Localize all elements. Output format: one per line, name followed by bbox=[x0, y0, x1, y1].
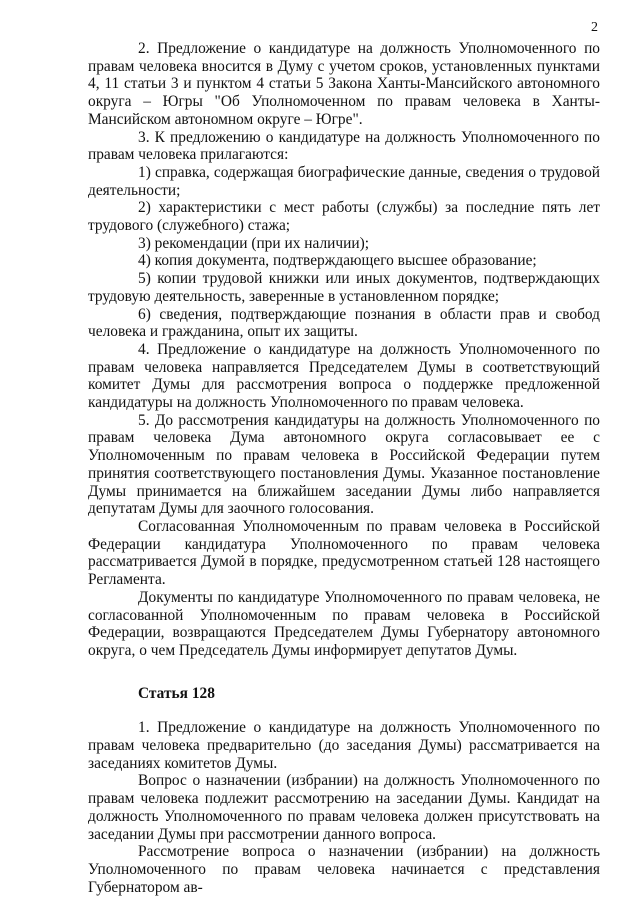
paragraph: 4. Предложение о кандидатуре на должность Уполномоченного по правам человека направляется Председателем Думы в соответствующий комитет Думы для рассмотрения вопроса о поддержке предложенной кандидатуры на должность Уполномоченного по правам человека. bbox=[88, 340, 600, 412]
paragraph: Согласованная Уполномоченным по правам человека в Российской Федерации кандидатура Уполномоченного по правам человека рассматривается Думой в порядке, предусмотренном статьей 128 настоящего Регламента. bbox=[88, 517, 600, 589]
paragraph: 2. Предложение о кандидатуре на должность Уполномоченного по правам человека вносится в Думу с учетом сроков, установленных пунктами 4, 11 статьи 3 и пунктом 4 статьи 5 Закона Ханты-Мансийского автономного округа – Югры "Об Уполномоченном по правам человека в Ханты-Мансийском автономном округе – Югре". bbox=[88, 40, 600, 128]
paragraph: Рассмотрение вопроса о назначении (избрании) на должность Уполномоченного по правам человека начинается с представления Губернатором ав- bbox=[88, 843, 600, 896]
list-item: 6) сведения, подтверждающие познания в области прав и свобод человека и гражданина, опыт их защиты. bbox=[88, 305, 600, 341]
list-item: 2) характеристики с мест работы (службы) за последние пять лет трудового (служебного) стажа; bbox=[88, 199, 600, 235]
paragraph: Документы по кандидатуре Уполномоченного по правам человека, не согласованной Уполномоченным по правам человека в Российской Федерации, возвращаются Председателем Думы Губернатору автономного округа, о чем Председатель Думы информирует депутатов Думы. bbox=[88, 588, 600, 659]
list-item: 1) справка, содержащая биографические данные, сведения о трудовой деятельности; bbox=[88, 163, 600, 199]
paragraph: 1. Предложение о кандидатуре на должность Уполномоченного по правам человека предварительно (до заседания Думы) рассматривается на заседаниях комитетов Думы. bbox=[88, 719, 600, 772]
list-item: 4) копия документа, подтверждающего высшее образование; bbox=[138, 252, 537, 270]
document-body bbox=[88, 40, 600, 896]
paragraph: 3. К предложению о кандидатуре на должность Уполномоченного по правам человека прилагаются: bbox=[88, 128, 600, 164]
list-item: 3) рекомендации (при их наличии); bbox=[138, 234, 369, 252]
paragraph: Вопрос о назначении (избрании) на должность Уполномоченного по правам человека подлежит рассмотрению на заседании Думы. Кандидат на должность Уполномоченного по правам человека должен присутствовать на заседании Думы при рассмотрении данного вопроса. bbox=[88, 772, 600, 843]
page-number: 2 bbox=[591, 20, 598, 35]
list-item: 5) копии трудовой книжки или иных документов, подтверждающих трудовую деятельность, заверенные в установленном порядке; bbox=[88, 270, 600, 305]
paragraph: 5. До рассмотрения кандидатуры на должность Уполномоченного по правам человека Дума автономного округа согласовывает ее с Уполномоченным по правам человека в Российской Федерации путем принятия соответствующего постановления Думы. Указанное постановление Думы принимается на ближайшем заседании Думы либо направляется депутатам Думы для заочного голосования. bbox=[88, 411, 600, 518]
article-heading: Статья 128 bbox=[138, 684, 215, 702]
